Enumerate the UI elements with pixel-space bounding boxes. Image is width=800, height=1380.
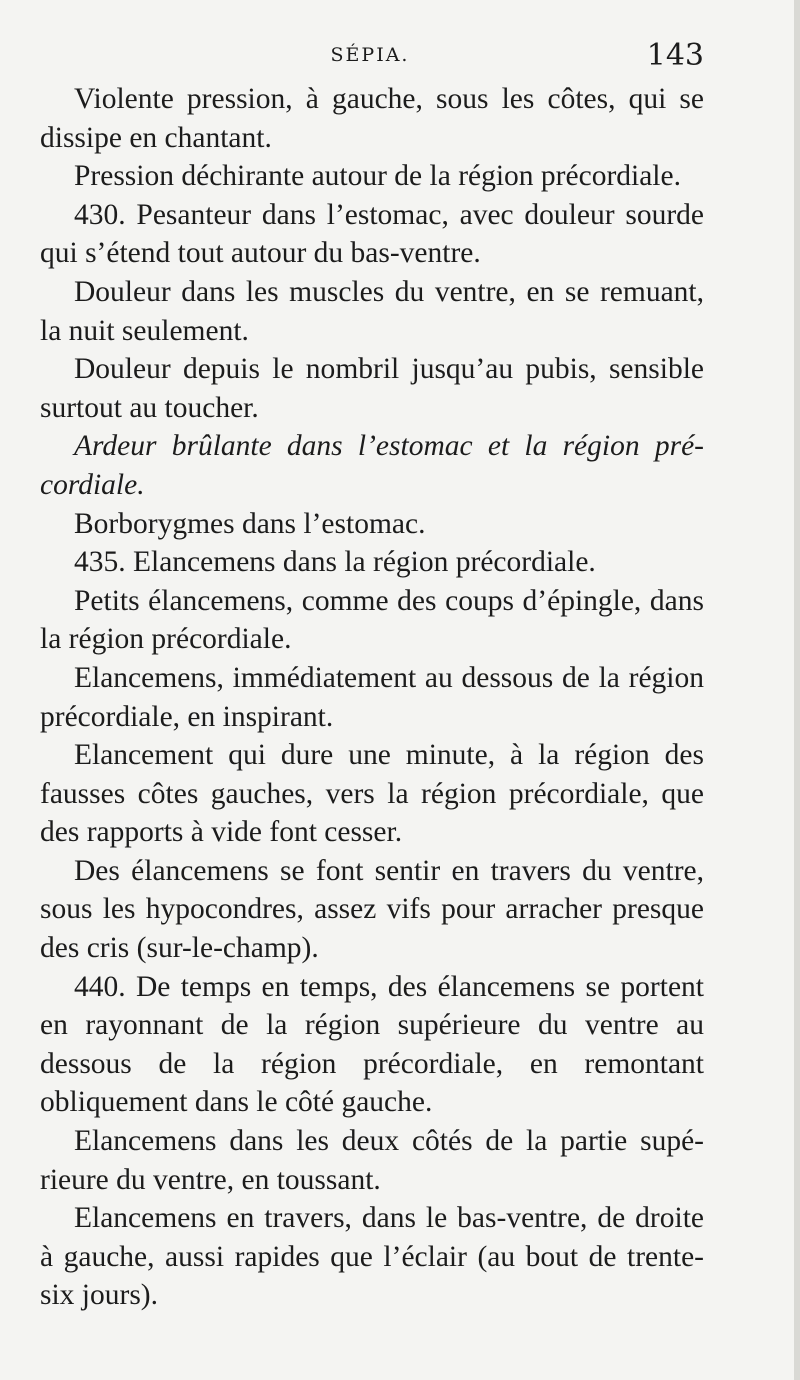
page-edge-shadow: [794, 0, 800, 1380]
paragraph: Ardeur brûlante dans l’estomac et la région précordiale.: [40, 430, 704, 501]
paragraph: Borborygmes dans l’estomac.: [74, 507, 426, 540]
paragraph: Elancemens en travers, dans le bas-ventre, de droite à gauche, aussi rapides que l’éclair (au bout de trente-six jours).: [40, 1202, 704, 1312]
paragraph: Elancemens dans les deux côtés de la partie supérieure du ventre, en toussant.: [40, 1125, 704, 1196]
paragraph: Pression déchirante autour de la région précordiale.: [74, 160, 681, 193]
page-number: 143: [646, 38, 704, 73]
paragraph: 435. Elancemens dans la région précordiale.: [74, 546, 596, 579]
page-header: [40, 38, 704, 78]
paragraph: Douleur depuis le nombril jusqu’au pubis, sensible surtout au toucher.: [40, 353, 704, 424]
paragraph: 440. De temps en temps, des élancemens se portent en rayonnant de la région supérieure du ventre au dessous de la région précordiale, en remontant obliquement dans le côté gauche.: [40, 970, 704, 1119]
paragraph: Douleur dans les muscles du ventre, en se remuant, la nuit seulement.: [40, 275, 704, 347]
running-head: SÉPIA.: [330, 44, 410, 66]
paragraph: Petits élancemens, comme des coups d’épingle, dans la région précordiale.: [40, 584, 704, 656]
paragraph: Elancemens, immédiatement au dessous de la région précordiale, en inspirant.: [40, 661, 704, 733]
paragraph: Des élancemens se font sentir en travers du ventre, sous les hypocondres, assez vifs pour arracher presque des cris (sur-le-champ).: [40, 854, 704, 965]
paragraph: Violente pression, à gauche, sous les côtes, qui se dissipe en chantant.: [40, 83, 704, 154]
paragraph: 430. Pesanteur dans l’estomac, avec douleur sourde qui s’étend tout autour du bas-ventre.: [40, 198, 704, 270]
paragraph: Elancement qui dure une minute, à la région des fausses côtes gauches, vers la région précordiale, que des rapports à vide font cesser.: [40, 739, 704, 849]
body-text: [40, 80, 704, 1315]
